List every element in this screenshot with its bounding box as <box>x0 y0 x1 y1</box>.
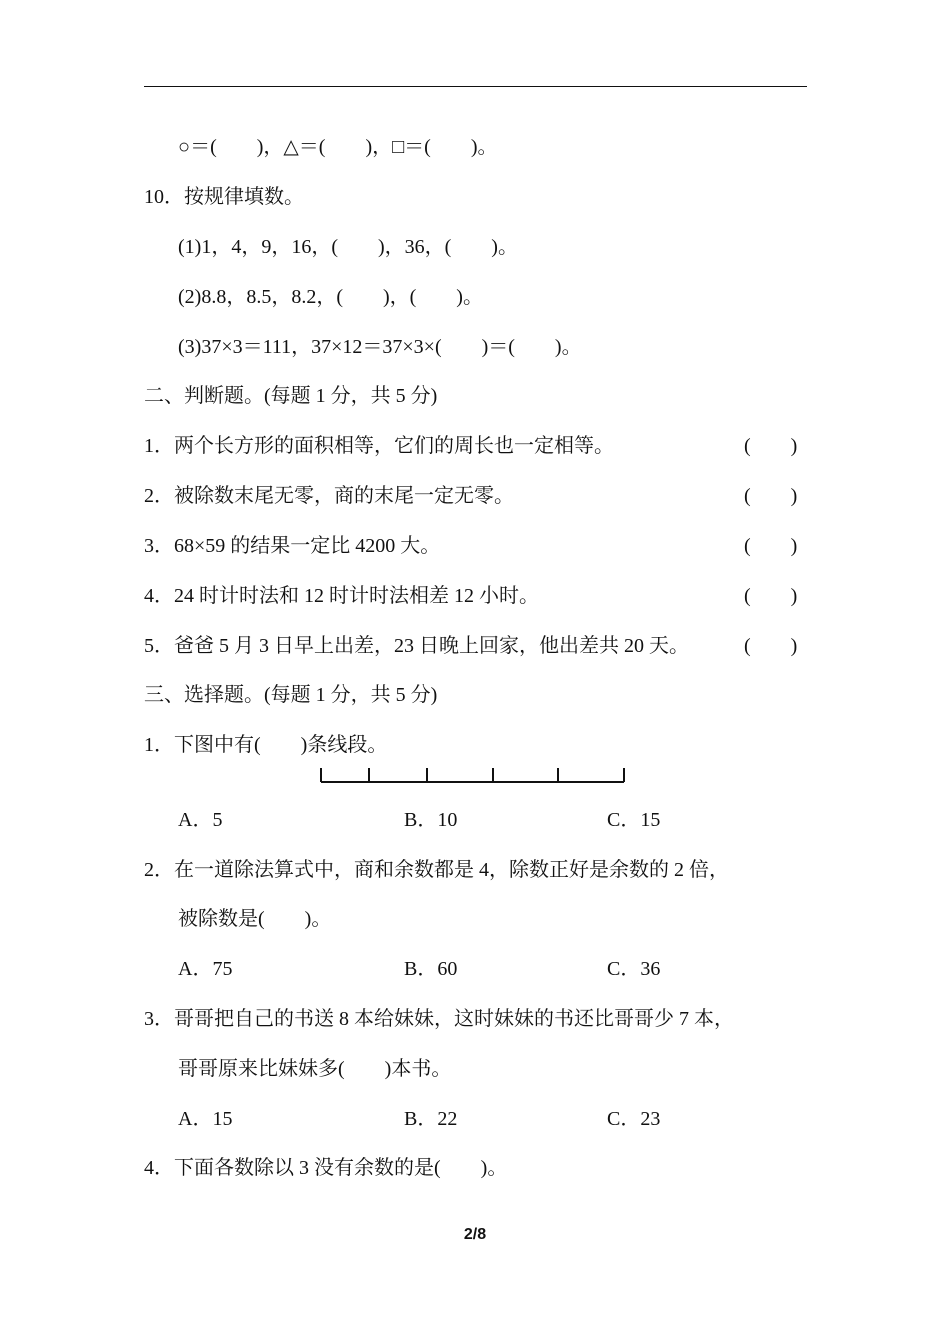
q10-sub2: (2)8.8，8.5，8.2，( )，( )。 <box>178 286 483 308</box>
q1-option-b[interactable]: B．10 <box>404 809 458 831</box>
header-rule <box>144 86 807 87</box>
choice-q2-line2: 被除数是( )。 <box>178 908 332 930</box>
choice-q1-text: 1．下图中有( )条线段。 <box>144 734 388 756</box>
judge-bracket-2[interactable]: ( ) <box>744 485 798 507</box>
q10-title: 10．按规律填数。 <box>144 186 304 208</box>
section2-heading: 二、判断题。(每题 1 分，共 5 分) <box>144 385 438 407</box>
judge-item-4: 4．24 时计时法和 12 时计时法相差 12 小时。 <box>144 585 539 607</box>
q9-answer-line: ○＝( )，△＝( )，□＝( )。 <box>178 136 498 158</box>
section3-heading: 三、选择题。(每题 1 分，共 5 分) <box>144 684 438 706</box>
q1-option-a[interactable]: A．5 <box>178 809 223 831</box>
q2-option-c[interactable]: C．36 <box>607 958 661 980</box>
page-number: 2/8 <box>463 1226 487 1243</box>
choice-q2-line1: 2．在一道除法算式中，商和余数都是 4，除数正好是余数的 2 倍， <box>144 859 729 881</box>
q3-option-b[interactable]: B．22 <box>404 1108 458 1130</box>
q2-option-b[interactable]: B．60 <box>404 958 458 980</box>
judge-bracket-5[interactable]: ( ) <box>744 635 798 657</box>
q10-sub1: (1)1，4，9，16，( )，36，( )。 <box>178 236 518 258</box>
judge-bracket-1[interactable]: ( ) <box>744 435 798 457</box>
q1-option-c[interactable]: C．15 <box>607 809 661 831</box>
judge-item-1: 1．两个长方形的面积相等，它们的周长也一定相等。 <box>144 435 614 457</box>
judge-item-2: 2．被除数末尾无零，商的末尾一定无零。 <box>144 485 514 507</box>
q2-option-a[interactable]: A．75 <box>178 958 233 980</box>
judge-item-5: 5．爸爸 5 月 3 日早上出差，23 日晚上回家，他出差共 20 天。 <box>144 635 689 657</box>
q3-option-a[interactable]: A．15 <box>178 1108 233 1130</box>
line-segment-figure <box>318 764 630 788</box>
choice-q3-line2: 哥哥原来比妹妹多( )本书。 <box>178 1058 452 1080</box>
judge-bracket-4[interactable]: ( ) <box>744 585 798 607</box>
judge-bracket-3[interactable]: ( ) <box>744 535 798 557</box>
q10-sub3: (3)37×3＝111，37×12＝37×3×( )＝( )。 <box>178 336 582 358</box>
q3-option-c[interactable]: C．23 <box>607 1108 661 1130</box>
choice-q3-line1: 3．哥哥把自己的书送 8 本给妹妹，这时妹妹的书还比哥哥少 7 本， <box>144 1008 734 1030</box>
choice-q4-text: 4．下面各数除以 3 没有余数的是( )。 <box>144 1157 508 1179</box>
judge-item-3: 3．68×59 的结果一定比 4200 大。 <box>144 535 441 557</box>
